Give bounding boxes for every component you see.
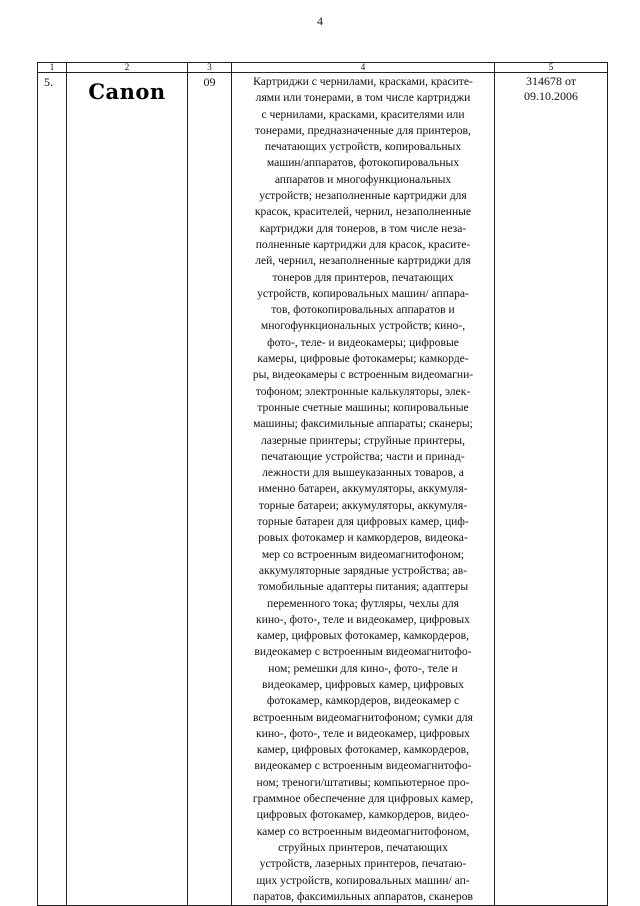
table-row <box>38 73 608 906</box>
description-line: фото-, теле- и видеокамеры; цифровые <box>267 335 459 349</box>
canon-logo: Canon <box>88 78 166 105</box>
description-line: тонеров для принтеров, печатающих <box>272 270 454 284</box>
description-line: аппаратов и многофункциональных <box>274 172 452 186</box>
description-line: картриджи для тонеров, в том числе неза- <box>259 221 467 235</box>
description-line: печатающих устройств, копировальных <box>264 140 462 154</box>
description-line: Картриджи с чернилами, красками, красите- <box>253 75 473 88</box>
description-line: граммное обеспечение для цифровых камер, <box>252 792 474 806</box>
description-line: струйных принтеров, печатающих <box>278 840 448 854</box>
description-line: видеокамер с встроенным видеомагнитофо- <box>254 645 472 659</box>
trademark-cell <box>67 73 188 906</box>
description-line: тронные счетные машины; копировальные <box>257 400 469 414</box>
description-line: устройств; незаполненные картриджи для <box>259 189 467 203</box>
description-line: печатающие устройства; части и принад- <box>261 449 465 463</box>
description-line: кино-, фото-, теле и видеокамер, цифровых <box>256 726 470 740</box>
description-line: устройств, копировальных машин/ аппара- <box>257 286 469 300</box>
description-line: встроенным видеомагнитофоном; сумки для <box>253 710 473 724</box>
description-line: видеокамер с встроенным видеомагнитофо- <box>254 759 472 773</box>
description-line: лазерные принтеры; струйные принтеры, <box>261 433 465 447</box>
header-col-2: 2 <box>67 63 188 73</box>
description-line: с чернилами, красками, красителями или <box>261 107 465 121</box>
goods-description <box>232 73 495 906</box>
page-number: 4 <box>317 14 323 28</box>
description-line: камер, цифровых фотокамер, камкордеров, <box>256 629 470 643</box>
registration-number: 314678 от <box>525 74 577 88</box>
description-line: полненные картриджи для красок, красите- <box>255 237 471 251</box>
description-line: видеокамер, цифровых камер, цифровых <box>262 677 464 691</box>
description-line: переменного тока; футляры, чехлы для <box>267 596 459 610</box>
description-line: фотокамер, камкордеров, видеокамер с <box>266 694 460 708</box>
class-number: 09 <box>188 73 232 906</box>
description-line: ровых фотокамер и камкордеров, видеока- <box>258 531 468 545</box>
description-line: кино-, фото-, теле и видеокамер, цифровых <box>256 612 470 626</box>
description-line: мер со встроенным видеомагнитофоном; <box>261 547 465 561</box>
description-line: камеры, цифровые фотокамеры; камкорде- <box>257 352 469 366</box>
description-lines <box>235 74 491 905</box>
header-row <box>38 63 608 73</box>
description-line: красок, красителей, чернил, незаполненные <box>254 205 472 219</box>
trademark-table <box>37 62 608 906</box>
description-line: тофоном; электронные калькуляторы, элек- <box>255 384 471 398</box>
description-line: щих устройств, копировальных машин/ ап- <box>256 873 470 887</box>
description-line: устройств, лазерных принтеров, печатаю- <box>259 857 467 871</box>
description-line: именно батареи, аккумуляторы, аккумуля- <box>258 482 468 496</box>
description-line: лежности для вышеуказанных товаров, а <box>262 466 464 480</box>
header-col-1: 1 <box>38 63 67 73</box>
description-line: камер со встроенным видеомагнитофоном, <box>256 824 470 838</box>
description-line: тов, фотокопировальных аппаратов и <box>271 303 455 317</box>
description-line: цифровых фотокамер, камкордеров, видео- <box>256 808 470 822</box>
row-number: 5. <box>38 73 67 906</box>
description-line: ном; треноги/штативы; компьютерное про- <box>256 775 470 789</box>
description-line: ры, видеокамеры с встроенным видеомагни- <box>252 368 474 382</box>
description-line: аккумуляторные зарядные устройства; ав- <box>258 563 468 577</box>
header-col-4: 4 <box>232 63 495 73</box>
description-line: торные батареи; аккумуляторы, аккумуля- <box>258 498 468 512</box>
registration-cell <box>495 73 608 906</box>
description-line: торные батареи для цифровых камер, циф- <box>257 515 469 529</box>
description-line: ном; ремешки для кино-, фото-, теле и <box>268 661 458 675</box>
registration-date: 09.10.2006 <box>524 89 578 103</box>
description-line: томобильные адаптеры питания; адаптеры <box>257 580 469 594</box>
description-line: паратов, факсимильных аппаратов, сканеров <box>253 889 473 903</box>
description-line: машин/аппаратов, фотокопировальных <box>266 156 460 170</box>
description-line: камер, цифровых фотокамер, камкордеров, <box>256 743 470 757</box>
description-line: тонерами, предназначенные для принтеров, <box>255 123 471 137</box>
header-col-3: 3 <box>188 63 232 73</box>
description-line: лей, чернил, незаполненные картриджи для <box>255 254 471 268</box>
description-line: лями или тонерами, в том числе картриджи <box>255 91 471 105</box>
header-col-5: 5 <box>495 63 608 73</box>
description-line: многофункциональных устройств; кино-, <box>260 319 466 333</box>
description-line: машины; факсимильные аппараты; сканеры; <box>253 417 473 431</box>
